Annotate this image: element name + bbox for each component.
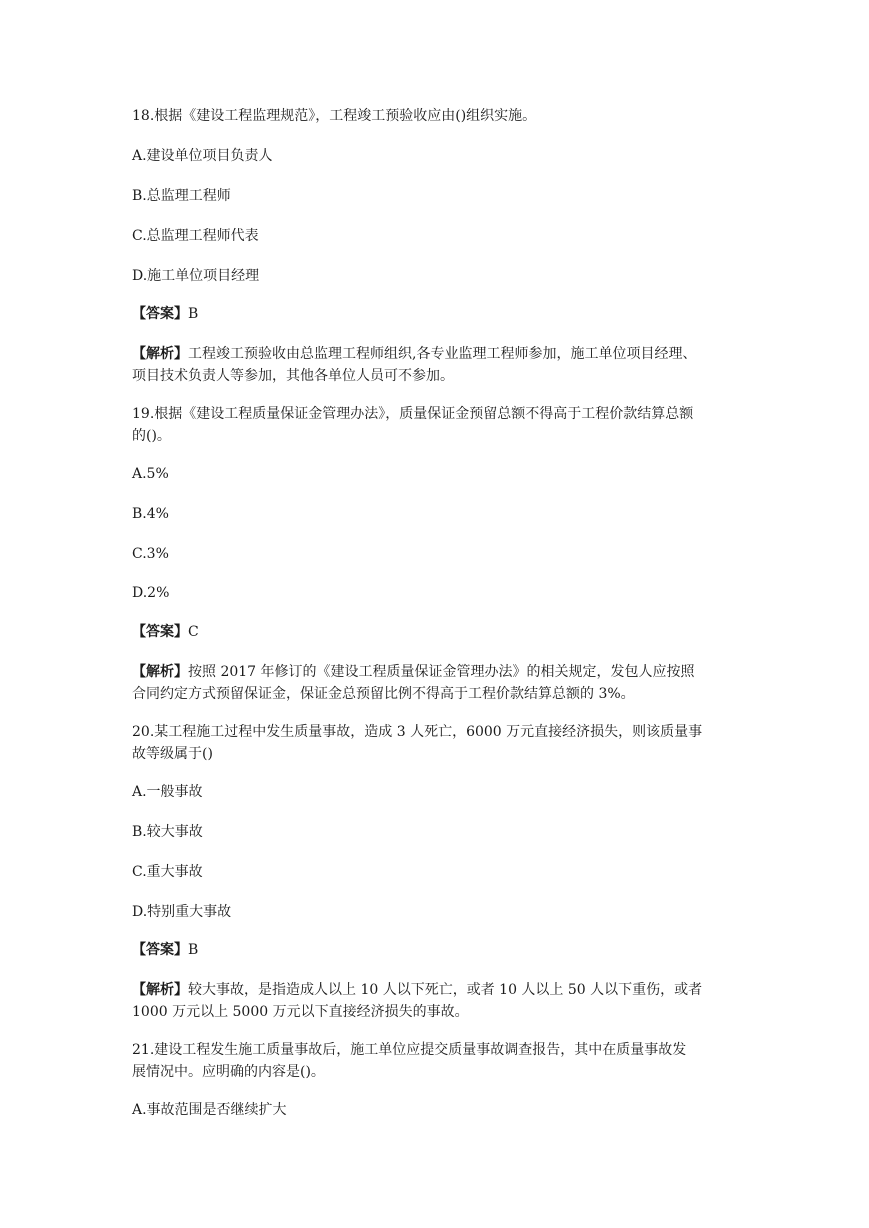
answer-label: 【答案】: [132, 306, 188, 322]
question-20-stem-line-2: 故等级属于(): [132, 746, 213, 762]
answer-value: B: [188, 306, 199, 322]
answer-value: C: [188, 624, 199, 640]
answer-label: 【答案】: [132, 942, 188, 958]
question-21-stem-line-1: 21.建设工程发生施工质量事故后，施工单位应提交质量事故调查报告，其中在质量事故发: [132, 1042, 687, 1058]
analysis-label: 【解析】: [132, 664, 188, 680]
question-20-option-d: D.特别重大事故: [132, 904, 232, 920]
question-19-answer: [132, 622, 744, 642]
analysis-label: 【解析】: [132, 346, 188, 362]
analysis-text: 工程竣工预验收由总监理工程师组织,各专业监理工程师参加，施工单位项目经理、: [188, 346, 697, 362]
question-20-analysis-line-1: [132, 980, 744, 1000]
question-19-option-a: A.5%: [132, 466, 169, 482]
question-18-analysis-line-2: 项目技术负责人等参加，其他各单位人员可不参加。: [132, 368, 454, 384]
question-20-option-c: C.重大事故: [132, 864, 203, 880]
analysis-label: 【解析】: [132, 982, 188, 998]
question-19-analysis-line-2: 合同约定方式预留保证金，保证金总预留比例不得高于工程价款结算总额的 3%。: [132, 686, 635, 702]
question-20-analysis-line-2: 1000 万元以上 5000 万元以下直接经济损失的事故。: [132, 1004, 469, 1020]
analysis-text: 按照 2017 年修订的《建设工程质量保证金管理办法》的相关规定，发包人应按照: [188, 664, 695, 680]
question-18-option-c: C.总监理工程师代表: [132, 228, 259, 244]
question-21-option-a: A.事故范围是否继续扩大: [132, 1102, 287, 1118]
question-18-option-b: B.总监理工程师: [132, 188, 231, 204]
document-page: [132, 0, 744, 1228]
question-19-stem-line-1: 19.根据《建设工程质量保证金管理办法》，质量保证金预留总额不得高于工程价款结算总额: [132, 406, 694, 422]
question-21-stem-line-2: 展情况中。应明确的内容是()。: [132, 1064, 325, 1080]
question-18-answer: [132, 304, 744, 324]
question-18-option-a: A.建设单位项目负责人: [132, 148, 273, 164]
answer-value: B: [188, 942, 199, 958]
question-18-analysis-line-1: [132, 344, 744, 364]
question-19-option-b: B.4%: [132, 506, 169, 522]
question-19-option-d: D.2%: [132, 585, 170, 601]
question-20-stem-line-1: 20.某工程施工过程中发生质量事故，造成 3 人死亡，6000 万元直接经济损失，则该质量事: [132, 724, 703, 740]
question-18-stem: 18.根据《建设工程监理规范》，工程竣工预验收应由()组织实施。: [132, 108, 537, 124]
question-18-option-d: D.施工单位项目经理: [132, 268, 260, 284]
question-19-option-c: C.3%: [132, 546, 169, 562]
analysis-text: 较大事故，是指造成人以上 10 人以下死亡，或者 10 人以上 50 人以下重伤，或者: [188, 982, 703, 998]
question-19-analysis-line-1: [132, 662, 744, 682]
answer-label: 【答案】: [132, 624, 188, 640]
question-20-answer: [132, 940, 744, 960]
question-19-stem-line-2: 的()。: [132, 428, 171, 444]
question-20-option-b: B.较大事故: [132, 824, 203, 840]
question-20-option-a: A.一般事故: [132, 784, 203, 800]
